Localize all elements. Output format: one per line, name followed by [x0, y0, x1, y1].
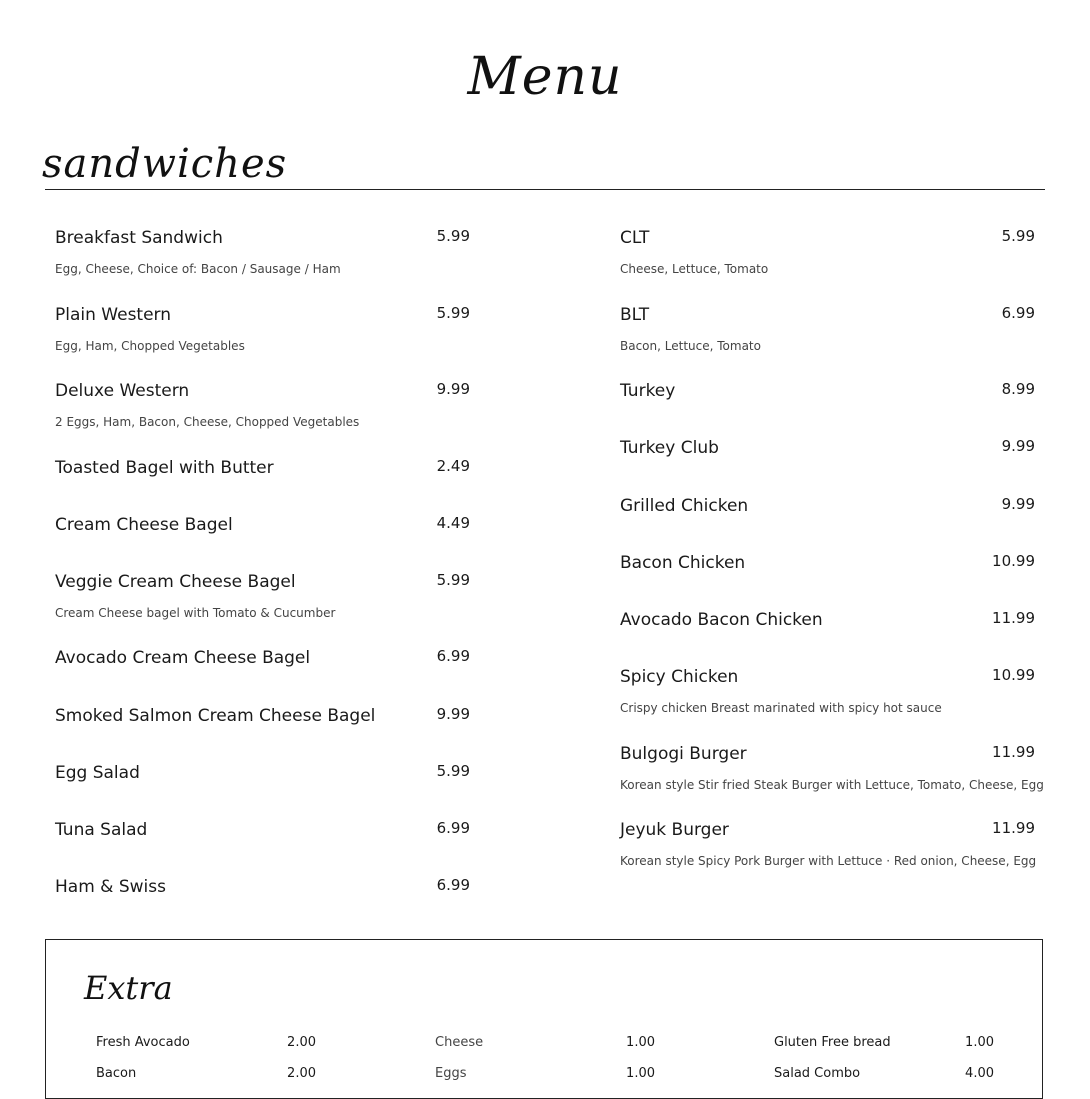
page-title: Menu — [467, 47, 623, 107]
menu-item-price: 10.99 — [992, 552, 1035, 570]
extras-item — [435, 1034, 655, 1065]
menu-item-price: 9.99 — [436, 705, 470, 723]
extras-item-price: 1.00 — [626, 1066, 655, 1081]
menu-item-name: Egg Salad — [55, 763, 140, 783]
menu-item-price: 5.99 — [436, 227, 470, 245]
menu-item-price: 6.99 — [436, 819, 470, 837]
extras-item-name: Eggs — [435, 1066, 467, 1081]
menu-item-price: 9.99 — [1001, 495, 1035, 513]
menu-item-name: Deluxe Western — [55, 381, 190, 401]
menu-item-price: 11.99 — [992, 819, 1035, 837]
menu-item-description: Cheese, Lettuce, Tomato — [620, 262, 769, 276]
menu-item-description: Crispy chicken Breast marinated with spicy hot sauce — [620, 701, 942, 715]
menu-item-description: Cream Cheese bagel with Tomato & Cucumber — [55, 606, 336, 620]
extras-item-name: Bacon — [96, 1066, 137, 1081]
menu-item-name: Grilled Chicken — [620, 496, 749, 516]
section-divider — [45, 189, 1045, 190]
menu-item-description: Korean style Stir fried Steak Burger with Lettuce, Tomato, Cheese, Egg — [620, 778, 1044, 792]
menu-item-price: 8.99 — [1001, 380, 1035, 398]
menu-item-name: Ham & Swiss — [55, 877, 166, 897]
menu-item-price: 6.99 — [436, 647, 470, 665]
menu-item-name: Toasted Bagel with Butter — [55, 458, 274, 478]
menu-item-description: Bacon, Lettuce, Tomato — [620, 339, 761, 353]
extras-item-price: 1.00 — [965, 1035, 994, 1050]
menu-item-description: Egg, Cheese, Choice of: Bacon / Sausage / Ham — [55, 262, 341, 276]
section-title-extra: Extra — [84, 969, 173, 1007]
menu-item-price: 6.99 — [436, 876, 470, 894]
menu-item-name: Avocado Cream Cheese Bagel — [55, 648, 311, 668]
menu-item-price: 6.99 — [1001, 304, 1035, 322]
extras-item-name: Gluten Free bread — [774, 1035, 891, 1050]
menu-item-price: 5.99 — [1001, 227, 1035, 245]
menu-item-price: 11.99 — [992, 609, 1035, 627]
menu-item-name: Plain Western — [55, 305, 172, 325]
extras-item-price: 2.00 — [287, 1066, 316, 1081]
extras-item — [774, 1065, 994, 1096]
extras-item-name: Fresh Avocado — [96, 1035, 190, 1050]
extras-column — [96, 1034, 316, 1096]
menu-item-name: Breakfast Sandwich — [55, 228, 223, 248]
extras-item-name: Salad Combo — [774, 1066, 861, 1081]
menu-item-price: 10.99 — [992, 666, 1035, 684]
menu-item-name: Avocado Bacon Chicken — [620, 610, 823, 630]
extras-item-price: 4.00 — [965, 1066, 994, 1081]
menu-item-name: Bulgogi Burger — [620, 744, 747, 764]
extras-item — [96, 1065, 316, 1096]
menu-item-description: Egg, Ham, Chopped Vegetables — [55, 339, 245, 353]
menu-item-price: 4.49 — [436, 514, 470, 532]
menu-item-description: 2 Eggs, Ham, Bacon, Cheese, Chopped Vegetables — [55, 415, 360, 429]
menu-item-price: 5.99 — [436, 571, 470, 589]
menu-item-name: Smoked Salmon Cream Cheese Bagel — [55, 706, 376, 726]
menu-item-name: Turkey Club — [620, 438, 719, 458]
extras-item — [96, 1034, 316, 1065]
menu-item-name: Turkey — [620, 381, 676, 401]
menu-item-name: CLT — [620, 228, 650, 248]
section-title-sandwiches: sandwiches — [42, 141, 288, 187]
extras-column — [774, 1034, 994, 1096]
menu-item-name: Jeyuk Burger — [620, 820, 729, 840]
extras-item — [774, 1034, 994, 1065]
menu-item-name: BLT — [620, 305, 650, 325]
extras-item — [435, 1065, 655, 1096]
menu-item-price: 9.99 — [436, 380, 470, 398]
extras-item-name: Cheese — [435, 1035, 484, 1050]
menu-item-price: 2.49 — [436, 457, 470, 475]
extras-item-price: 1.00 — [626, 1035, 655, 1050]
extras-column — [435, 1034, 655, 1096]
menu-item-name: Tuna Salad — [55, 820, 148, 840]
menu-item-price: 11.99 — [992, 743, 1035, 761]
menu-item-price: 5.99 — [436, 762, 470, 780]
extras-panel — [45, 939, 1043, 1099]
menu-item-name: Bacon Chicken — [620, 553, 746, 573]
extras-item-price: 2.00 — [287, 1035, 316, 1050]
menu-item-price: 9.99 — [1001, 437, 1035, 455]
menu-item-name: Cream Cheese Bagel — [55, 515, 233, 535]
menu-item-name: Spicy Chicken — [620, 667, 739, 687]
menu-item-price: 5.99 — [436, 304, 470, 322]
menu-item-description: Korean style Spicy Pork Burger with Lettuce · Red onion, Cheese, Egg — [620, 854, 1037, 868]
menu-item-name: Veggie Cream Cheese Bagel — [55, 572, 296, 592]
